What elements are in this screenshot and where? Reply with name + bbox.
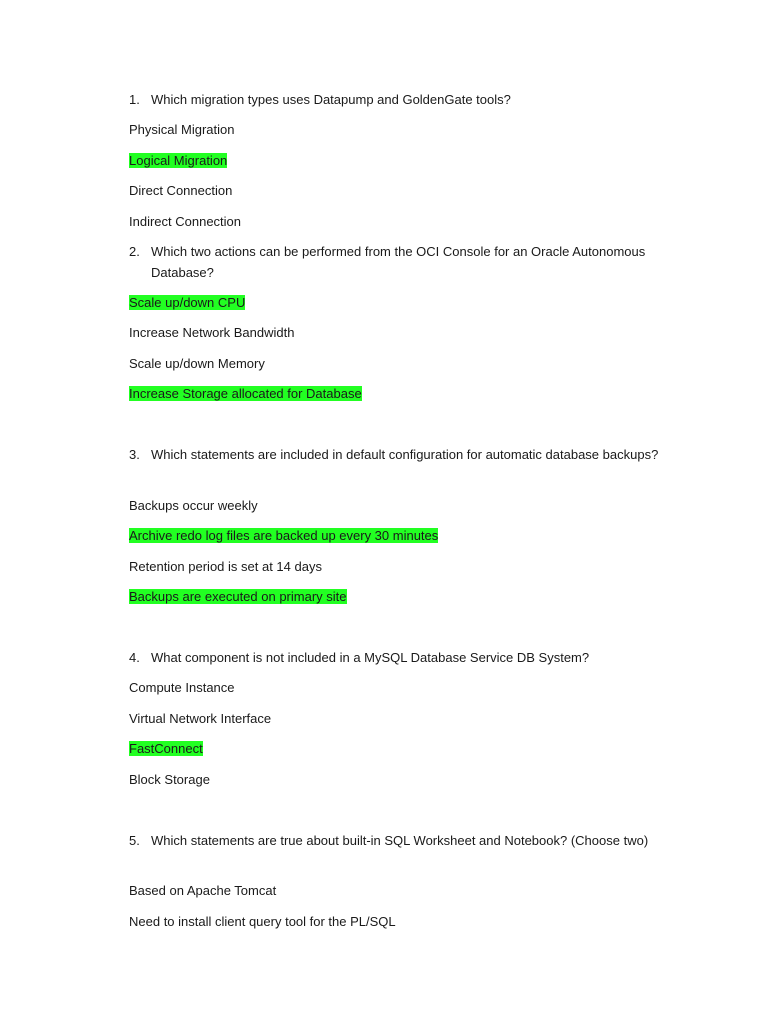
answer-option-highlighted: Increase Storage allocated for Database (129, 386, 362, 401)
question-text: Which statements are included in default configuration for automatic database backups? (151, 447, 659, 462)
answer-option: Physical Migration (129, 122, 235, 137)
question-number: 3. (129, 447, 140, 462)
answer-option-highlighted: Backups are executed on primary site (129, 589, 347, 604)
question-3 (129, 445, 674, 466)
question-4 (129, 648, 674, 669)
answer-option: Retention period is set at 14 days (129, 559, 322, 574)
answer-option: Need to install client query tool for the PL/SQL (129, 914, 396, 929)
question-number: 4. (129, 650, 140, 665)
answer-option: Direct Connection (129, 183, 233, 198)
answer-option-highlighted: Archive redo log files are backed up every 30 minutes (129, 528, 439, 543)
answer-option: Scale up/down Memory (129, 356, 265, 371)
answer-option-highlighted: Logical Migration (129, 153, 228, 168)
question-text: Which two actions can be performed from the OCI Console for an Oracle Autonomous Database? (151, 244, 646, 280)
question-1 (129, 90, 674, 111)
answer-option: Virtual Network Interface (129, 711, 272, 726)
question-number: 1. (129, 92, 140, 107)
question-text: What component is not included in a MySQL Database Service DB System? (151, 650, 590, 665)
answer-option: Block Storage (129, 772, 210, 787)
answer-option-highlighted: Scale up/down CPU (129, 295, 246, 310)
question-2 (129, 242, 674, 283)
question-number: 5. (129, 833, 140, 848)
question-5 (129, 831, 674, 852)
question-number: 2. (129, 244, 140, 259)
answer-option: Compute Instance (129, 680, 235, 695)
answer-option-highlighted: FastConnect (129, 741, 203, 756)
answer-option: Based on Apache Tomcat (129, 883, 277, 898)
question-text: Which migration types uses Datapump and GoldenGate tools? (151, 92, 511, 107)
answer-option: Backups occur weekly (129, 498, 258, 513)
answer-option: Indirect Connection (129, 214, 242, 229)
question-text: Which statements are true about built-in SQL Worksheet and Notebook? (Choose two) (151, 833, 649, 848)
answer-option: Increase Network Bandwidth (129, 325, 295, 340)
